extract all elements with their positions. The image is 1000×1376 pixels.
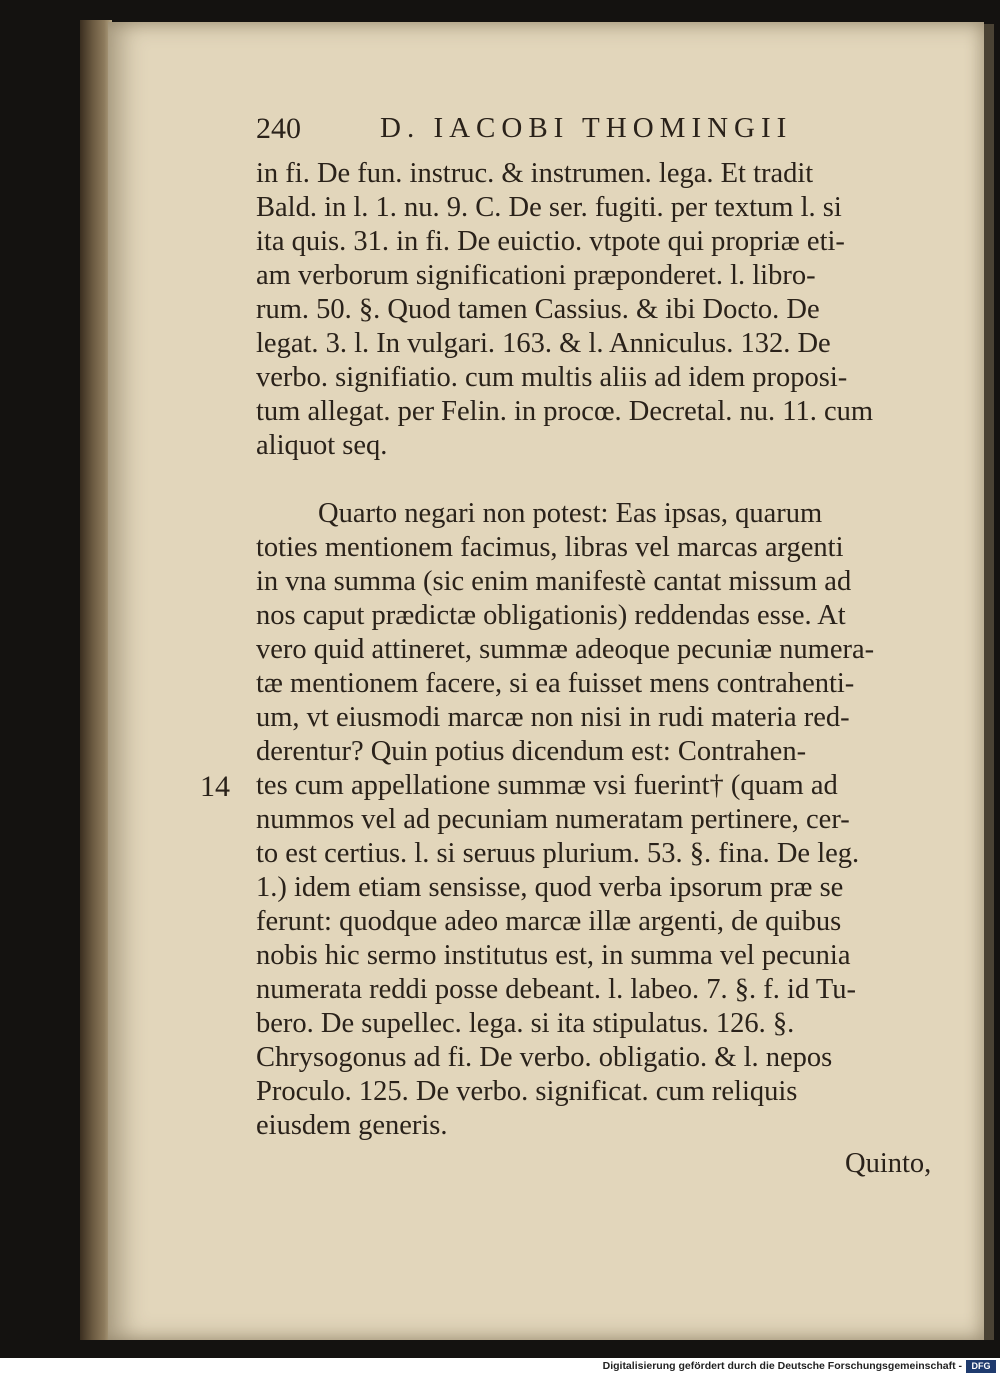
text-line: Proculo. 125. De verbo. significat. cum reliquis xyxy=(256,1076,798,1107)
text-line: toties mentionem facimus, libras vel marcas argenti xyxy=(256,532,844,563)
text-line: ita quis. 31. in fi. De euictio. vtpote qui propriæ eti- xyxy=(256,226,845,257)
text-line: vero quid attineret, summæ adeoque pecuniæ numera- xyxy=(256,634,875,665)
text-line: bero. De supellec. lega. si ita stipulatus. 126. §. xyxy=(256,1008,795,1039)
text-line: in fi. De fun. instruc. & instrumen. lega. Et tradit xyxy=(256,158,814,189)
text-line: um, vt eiusmodi marcæ non nisi in rudi materia red- xyxy=(256,702,850,733)
digitization-credit: Digitalisierung gefördert durch die Deutsche Forschungsgemeinschaft - xyxy=(602,1360,962,1372)
text-line: nobis hic sermo institutus est, in summa vel pecunia xyxy=(256,940,851,971)
text-line: nummos vel ad pecuniam numeratam pertinere, cer- xyxy=(256,804,850,835)
text-line: tæ mentionem facere, si ea fuisset mens contrahenti- xyxy=(256,668,855,699)
running-title: D. IACOBI THOMINGII xyxy=(380,112,793,144)
text-line: rum. 50. §. Quod tamen Cassius. & ibi Docto. De xyxy=(256,294,820,325)
dfg-logo: DFG xyxy=(966,1360,996,1373)
text-line: verbo. signifiatio. cum multis aliis ad idem proposi- xyxy=(256,362,848,393)
text-line: derentur? Quin potius dicendum est: Contrahen- xyxy=(256,736,807,767)
text-line: am verborum significationi præponderet. l. libro- xyxy=(256,260,816,291)
text-line: Chrysogonus ad fi. De verbo. obligatio. & l. nepos xyxy=(256,1042,833,1073)
text-line: tum allegat. per Felin. in procœ. Decretal. nu. 11. cum xyxy=(256,396,874,427)
page-number: 240 xyxy=(256,112,301,145)
footer-bar xyxy=(0,1358,1000,1376)
page-header xyxy=(256,112,956,152)
text-line: Quarto negari non potest: Eas ipsas, quarum xyxy=(318,498,823,529)
text-line: to est certius. l. si seruus plurium. 53. §. fina. De leg. xyxy=(256,838,860,869)
text-line: nos caput prædictæ obligationis) reddendas esse. At xyxy=(256,600,846,631)
text-line: numerata reddi posse debeant. l. labeo. 7. §. f. id Tu- xyxy=(256,974,856,1005)
text-line: Bald. in l. 1. nu. 9. C. De ser. fugiti. per textum l. si xyxy=(256,192,842,223)
margin-number: 14 xyxy=(200,770,230,803)
catchword: Quinto, xyxy=(845,1148,932,1179)
text-line: 1.) idem etiam sensisse, quod verba ipsorum præ se xyxy=(256,872,844,903)
text-line: in vna summa (sic enim manifestè cantat missum ad xyxy=(256,566,852,597)
text-line: tes cum appellatione summæ vsi fuerint† (quam ad xyxy=(256,770,838,801)
text-line: legat. 3. l. In vulgari. 163. & l. Anniculus. 132. De xyxy=(256,328,831,359)
text-line: ferunt: quodque adeo marcæ illæ argenti, de quibus xyxy=(256,906,842,937)
text-line: aliquot seq. xyxy=(256,430,388,461)
text-line: eiusdem generis. xyxy=(256,1110,448,1141)
page-edge xyxy=(984,24,994,1340)
